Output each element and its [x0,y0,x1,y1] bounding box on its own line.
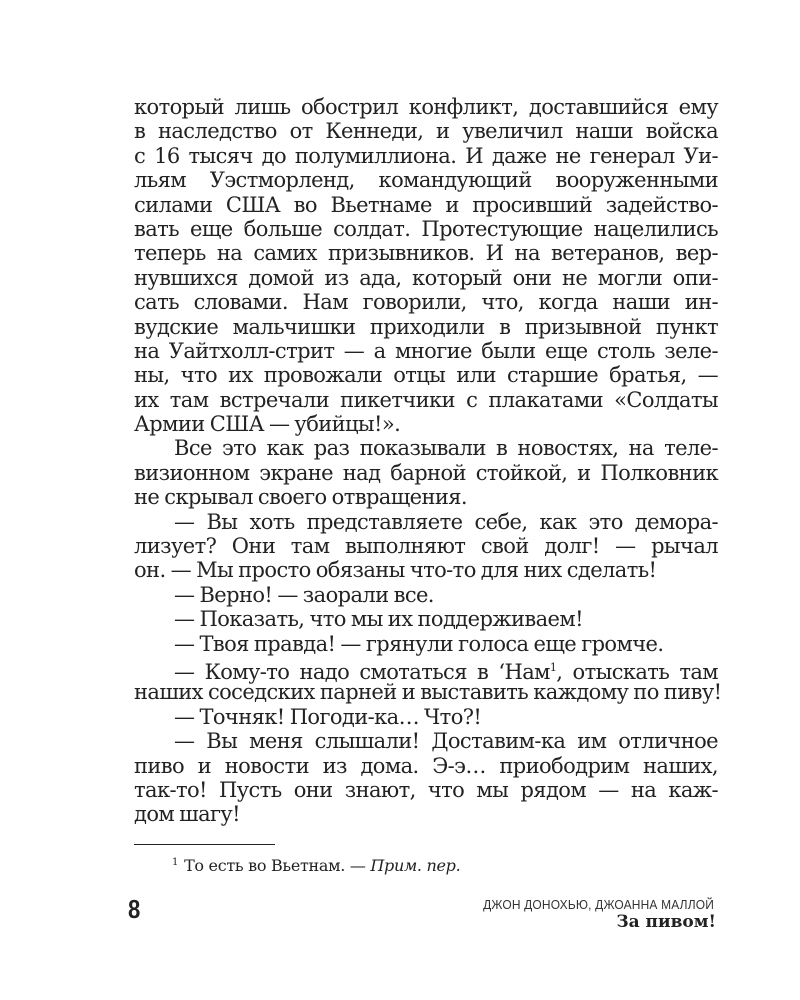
text-line: так-то! Пусть они знают, что мы рядом — на каж- [134,777,718,802]
text-line: силами США во Вьетнаме и просивший задейство- [134,192,718,217]
body-text [134,95,722,827]
text-line: нувшихся домой из ада, который они не могли опи- [134,265,718,290]
text-line: лизует? Они там выполняют свой долг! — рычал [134,534,718,559]
text-line-with-footnote [134,656,718,684]
text-line: их там встречали пикетчики с плакатами «Солдаты [134,387,718,412]
running-head-title: За пивом! [616,912,716,932]
text-line: — Точняк! Погоди-ка… Что?! [174,704,482,729]
text-line: сать словами. Нам говорили, что, когда наши ин- [134,290,718,315]
text-line: Армии США — убийцы!». [134,412,401,437]
footnote-text: То есть во Вьетнам. — [184,856,371,875]
text-line-start: — Кому-то надо смотаться в ‘Нам [174,659,550,684]
text-line: наших соседских парней и выставить каждому по пиву! [134,680,722,705]
text-line: вудские мальчишки приходили в призывной пункт [134,314,718,339]
text-line: визионном экране над барной стойкой, и Полковник [134,460,718,485]
footnote-divider [134,844,275,845]
text-line: с 16 тысяч до полумиллиона. И даже не генерал Уи- [134,143,718,168]
text-line: теперь на самих призывников. И на ветеранов, вер- [134,241,718,266]
footnote-marker: 1 [172,857,179,868]
page-number: 8 [128,894,141,924]
text-line: — Вы хоть представляете себе, как это демора- [174,509,718,534]
text-line: — Вы меня слышали! Доставим-ка им отличное [174,729,718,754]
text-line: он. — Мы просто обязаны что-то для них сделать! [134,558,657,583]
text-line: — Твоя правда! — грянули голоса еще громче. [174,631,664,656]
text-line: — Верно! — заорали все. [174,582,434,607]
text-line: в наследство от Кеннеди, и увеличил наши войска [134,119,718,144]
footnote-ref: 1 [549,660,557,674]
text-line: вать еще больше солдат. Протестующие нацелились [134,216,718,241]
text-line: льям Уэстморленд, командующий вооруженными [134,168,718,193]
footnote-italic: Прим. пер. [370,856,461,875]
footnote [172,856,460,875]
text-line: не скрывал своего отвращения. [134,485,467,510]
text-line: ны, что их провожали отцы или старшие братья, — [134,363,718,388]
text-line: который лишь обострил конфликт, доставшийся ему [134,95,718,119]
running-head-authors: ДЖОН ДОНОХЬЮ, ДЖОАННА МАЛЛОЙ [483,897,714,912]
text-line: дом шагу! [134,802,241,827]
text-line: — Показать, что мы их поддерживаем! [174,607,583,632]
text-line: Все это как раз показывали в новостях, на теле- [174,436,718,461]
text-line-end: , отыскать там [556,659,718,684]
text-line: пиво и новости из дома. Э-э… приободрим наших, [134,753,718,778]
text-line: на Уайтхолл-стрит — а многие были еще столь зеле- [134,338,718,363]
